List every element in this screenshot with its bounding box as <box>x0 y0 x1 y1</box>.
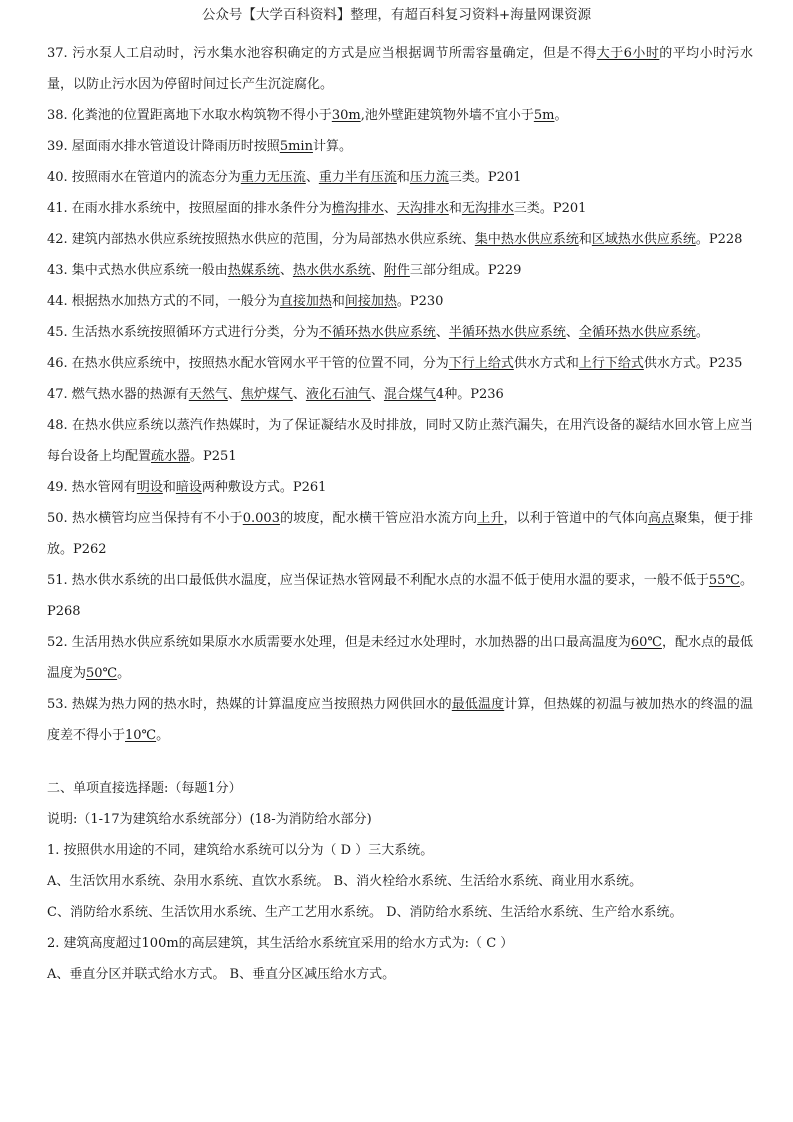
answer-blank: 附件 <box>383 263 410 278</box>
question-text: 46. 在热水供应系统中，按照热水配水管网水平干管的位置不同，分为 <box>47 356 449 371</box>
answer-blank: 5m <box>533 108 555 123</box>
question-item <box>47 565 753 627</box>
question-text: 39. 屋面雨水排水管道设计降雨历时按照 <box>47 139 280 154</box>
question-text: 三类。P201 <box>448 170 522 185</box>
question-text: 、 <box>370 387 384 402</box>
answer-blank: 重力半有压流 <box>318 170 397 185</box>
question-text: 。 <box>554 108 568 123</box>
question-text: 和 <box>331 294 345 309</box>
question-text: 三部分组成。P229 <box>409 263 522 278</box>
answer-blank: 大于6小时 <box>596 46 660 61</box>
section-note: 说明:（1-17为建筑给水系统部分）(18-为消防给水部分) <box>47 812 372 827</box>
choice-line: A、垂直分区并联式给水方式。 B、垂直分区减压给水方式。 <box>47 967 396 982</box>
answer-blank: 热媒系统 <box>227 263 280 278</box>
question-text: 供水方式。P235 <box>643 356 743 371</box>
question-text: 和 <box>162 480 176 495</box>
question-item <box>47 286 753 317</box>
question-item <box>47 131 753 162</box>
question-item <box>47 255 753 286</box>
question-text: ，以利于管道中的气体向 <box>503 511 648 526</box>
question-item <box>47 410 753 472</box>
question-text: ,池外壁距建筑物外墙不宜小于 <box>360 108 534 123</box>
question-item <box>47 38 753 100</box>
answer-blank: 暗设 <box>175 480 202 495</box>
question-item <box>47 348 753 379</box>
question-text: 、 <box>565 325 579 340</box>
answer-blank: 10℃ <box>125 728 157 743</box>
question-text: 51. 热水供水系统的出口最低供水温度，应当保证热水管网最不利配水点的水温不低于使用水温的要求，一般不低于 <box>47 573 709 588</box>
answer-blank: 55℃ <box>708 573 740 588</box>
answer-blank: 无沟排水 <box>461 201 514 216</box>
answer-blank: 混合煤气 <box>383 387 436 402</box>
answer-blank: 液化石油气 <box>305 387 371 402</box>
answer-blank: 高点 <box>648 511 675 526</box>
question-text: 4种。P236 <box>435 387 504 402</box>
question-text: 50. 热水横管均应当保持有不小于 <box>47 511 243 526</box>
question-text: 53. 热媒为热力网的热水时，热媒的计算温度应当按照热力网供回水的 <box>47 697 452 712</box>
question-item <box>47 100 753 131</box>
question-item <box>47 379 753 410</box>
answer-blank: 疏水器 <box>151 449 191 464</box>
answer-blank: 天然气 <box>188 387 228 402</box>
answer-blank: 全循环热水供应系统 <box>578 325 696 340</box>
choice-line: 1. 按照供水用途的不同，建筑给水系统可以分为（ D ）三大系统。 <box>47 843 434 858</box>
question-item <box>47 224 753 255</box>
choice-line: A、生活饮用水系统、杂用水系统、直饮水系统。 B、消火栓给水系统、生活给水系统、商业用水系统。 <box>47 874 643 889</box>
answer-blank: 半循环热水供应系统 <box>448 325 566 340</box>
question-text: 两种敷设方式。P261 <box>201 480 327 495</box>
question-text: 供水方式和 <box>513 356 579 371</box>
answer-blank: 最低温度 <box>451 697 505 712</box>
question-text: 和 <box>448 201 462 216</box>
question-item <box>47 503 753 565</box>
question-text: 。 <box>117 666 131 681</box>
question-text: 52. 生活用热水供应系统如果原水水质需要水处理，但是未经过水处理时，水加热器的出口最高温度为 <box>47 635 631 650</box>
answer-blank: 上升 <box>477 511 504 526</box>
question-text: 44. 根据热水加热方式的不同，一般分为 <box>47 294 280 309</box>
question-item <box>47 317 753 348</box>
question-text: 38. 化粪池的位置距离地下水取水构筑物不得小于 <box>47 108 332 123</box>
question-text: 45. 生活热水系统按照循环方式进行分类，分为 <box>47 325 319 340</box>
document-body <box>47 38 753 990</box>
page-header: 公众号【大学百科资料】整理，有超百科复习资料+海量网课资源 <box>201 7 592 23</box>
question-text: 、 <box>305 170 319 185</box>
answer-blank: 60℃ <box>630 635 662 650</box>
question-text: 。P228 <box>695 232 743 247</box>
question-text: 37. 污水泵人工启动时，污水集水池容积确定的方式是应当根据调节所需容量确定，但是不得 <box>47 46 597 61</box>
question-item <box>47 627 753 689</box>
question-text: 42. 建筑内部热水供应系统按照热水供应的范围，分为局部热水供应系统、 <box>47 232 475 247</box>
answer-blank: 5min <box>279 139 313 154</box>
question-text: 。 <box>695 325 709 340</box>
choice-line: 2. 建筑高度超过100m的高层建筑，其生活给水系统宜采用的给水方式为:（ C ） <box>47 936 514 951</box>
answer-blank: 热水供水系统 <box>292 263 371 278</box>
answer-blank: 明设 <box>136 480 163 495</box>
question-text: 三类。P201 <box>513 201 587 216</box>
question-text: 、 <box>227 387 241 402</box>
question-text: 的平均小时污水量，以防止污水因为停留时间过长产生沉淀腐化。 <box>47 46 753 92</box>
question-text: 、 <box>370 263 384 278</box>
answer-blank: 上行下给式 <box>578 356 644 371</box>
answer-blank: 集中热水供应系统 <box>474 232 579 247</box>
question-text: 、 <box>292 387 306 402</box>
question-text: 41. 在雨水排水系统中，按照屋面的排水条件分为 <box>47 201 332 216</box>
question-text: ，配水点的最低温度为 <box>47 635 753 681</box>
question-text: 计算，但热媒的初温与被加热水的终温的温度差不得小于 <box>47 697 753 743</box>
question-text: 48. 在热水供应系统以蒸汽作热媒时，为了保证凝结水及时排放，同时又防止蒸汽漏失，在用汽设备的凝结水回水管上应当每台设备上均配置 <box>47 418 753 464</box>
question-text: 。P268 <box>47 573 753 619</box>
question-text: 、 <box>435 325 449 340</box>
question-item <box>47 689 753 751</box>
answer-blank: 不循环热水供应系统 <box>318 325 436 340</box>
question-text: 聚集，便于排放。P262 <box>47 511 753 557</box>
question-text: 和 <box>396 170 410 185</box>
choice-questions <box>47 835 753 990</box>
answer-blank: 天沟排水 <box>396 201 449 216</box>
choice-line: C、消防给水系统、生活饮用水系统、生产工艺用水系统。 D、消防给水系统、生活给水系统、生产给水系统。 <box>47 905 683 920</box>
answer-blank: 间接加热 <box>344 294 397 309</box>
question-text: 、 <box>383 201 397 216</box>
question-text: 、 <box>279 263 293 278</box>
question-text: 的坡度，配水横干管应沿水流方向 <box>279 511 478 526</box>
question-text: 40. 按照雨水在管道内的流态分为 <box>47 170 241 185</box>
answer-blank: 30m <box>331 108 361 123</box>
answer-blank: 檐沟排水 <box>331 201 384 216</box>
answer-blank: 下行上给式 <box>448 356 514 371</box>
question-text: 。 <box>156 728 170 743</box>
answer-blank: 重力无压流 <box>240 170 306 185</box>
question-item <box>47 162 753 193</box>
question-item <box>47 193 753 224</box>
answer-blank: 50℃ <box>86 666 118 681</box>
answer-blank: 直接加热 <box>279 294 332 309</box>
question-item <box>47 472 753 503</box>
question-text: 。P230 <box>396 294 444 309</box>
fill-in-questions <box>47 38 753 751</box>
answer-blank: 区域热水供应系统 <box>591 232 696 247</box>
answer-blank: 0.003 <box>242 511 280 526</box>
question-text: 计算。 <box>312 139 352 154</box>
question-text: 47. 燃气热水器的热源有 <box>47 387 189 402</box>
question-text: 49. 热水管网有 <box>47 480 137 495</box>
question-text: 43. 集中式热水供应系统一般由 <box>47 263 228 278</box>
question-text: 。P251 <box>190 449 237 464</box>
answer-blank: 压力流 <box>409 170 449 185</box>
section-title: 二、单项直接选择题:（每题1分） <box>47 781 242 796</box>
question-text: 和 <box>578 232 592 247</box>
answer-blank: 焦炉煤气 <box>240 387 293 402</box>
